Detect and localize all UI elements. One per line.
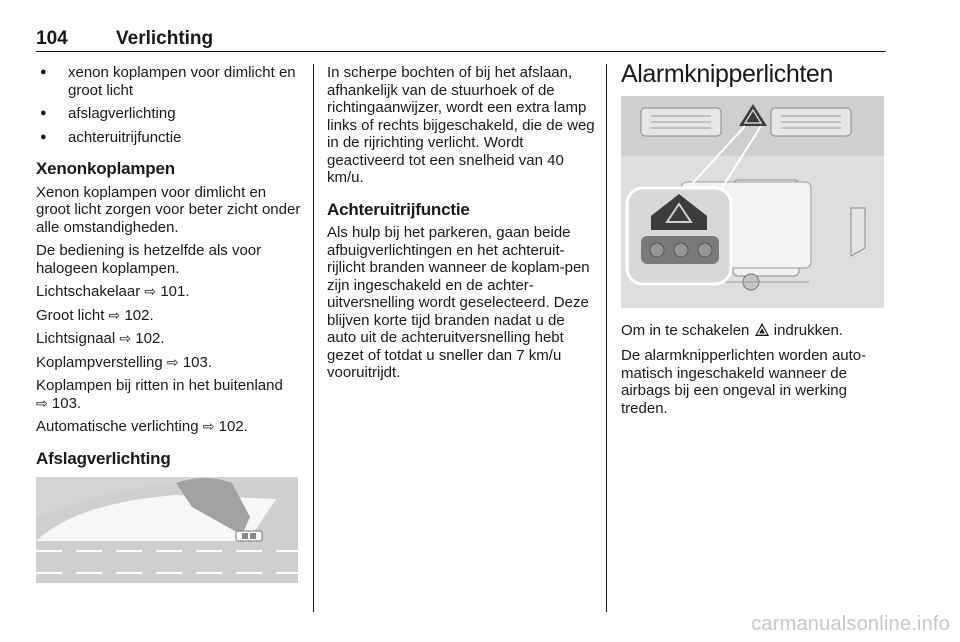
watermark: carmanualsonline.info [751,613,950,635]
column-middle [327,64,595,388]
reference-text: Koplampen bij ritten in het buitenland [36,377,283,394]
instruction-text: indrukken. [773,321,843,339]
arrow-icon: ⇨ [119,330,132,346]
reference-page: 101. [160,283,190,300]
cross-reference[interactable] [36,354,301,372]
list-item: ● achteruitrijfunctie [36,129,301,147]
feature-list [36,64,301,146]
column-divider-left [313,64,314,612]
reference-page: 102. [135,330,165,347]
cornering-light-illustration [36,477,298,583]
column-left [36,64,301,583]
paragraph [621,322,886,342]
page-header [36,28,886,52]
reference-text: Lichtschakelaar [36,283,141,300]
hazard-switch-illustration [621,96,884,308]
reference-text: Groot licht [36,306,105,324]
reference-page: 102. [124,306,154,324]
heading-achteruit: Achteruitrijfunctie [327,199,470,219]
cross-reference[interactable] [36,283,301,301]
column-divider-right [606,64,607,612]
reference-page: 103. [51,394,82,412]
heading-afslag: Afslagverlichting [36,448,171,468]
paragraph: De alarmknipperlichten worden auto-matisch ingeschakeld wanneer de airbags bij een ongeval in werking treden. [621,347,867,417]
page-number: 104 [36,28,68,49]
section-heading: Alarmknipperlichten [621,60,833,88]
reference-text: Automatische verlichting [36,418,199,435]
running-title: Verlichting [116,28,214,49]
paragraph: Als hulp bij het parkeren, gaan beide afbuigverlichtingen en het achteruit-rijlicht branden wanneer de koplam-pen zijn ingeschakeld en de achter-uitversnelling wordt geselecteerd. Deze blijven korte tijd branden nadat u de auto uit de achteruitversnelling hebt gezet of totdat u sneller dan 7 km/u vooruitrijdt. [327,224,590,381]
reference-text: Koplampverstelling [36,353,163,371]
heading-xenon: Xenonkoplampen [36,159,175,178]
cornering-light-drawing [36,477,298,583]
paragraph: Xenon koplampen voor dimlicht en groot licht zorgen voor beter zicht onder alle omstandigheden. [36,183,301,236]
arrow-icon: ⇨ [166,353,179,370]
column-right [621,60,886,423]
hazard-warning-icon [754,322,770,342]
arrow-icon: ⇨ [202,418,215,434]
reference-page: 102. [218,418,248,435]
reference-page: 103. [182,353,213,371]
arrow-icon: ⇨ [144,283,157,299]
arrow-icon: ⇨ [108,306,121,323]
paragraph: De bediening is hetzelfde als voor halogeen koplampen. [36,242,262,277]
arrow-icon: ⇨ [36,394,48,411]
reference-text: Lichtsignaal [36,330,116,347]
list-item: ● afslagverlichting [36,105,301,123]
list-item: ● xenon koplampen voor dimlicht en groot licht [36,64,301,99]
instruction-text: Om in te schakelen [621,321,750,339]
paragraph: In scherpe bochten of bij het afslaan, afhankelijk van de stuurhoek of de richtingaanwijzer, wordt een extra lamp links of rechts bijgeschakeld, die de weg in de rijrichting verlicht. Wordt geactiveerd tot een snelheid van 40 km/u. [327,64,595,186]
dashboard-drawing [621,96,884,308]
cross-reference[interactable] [36,330,301,348]
cross-reference[interactable] [36,418,301,436]
cross-reference[interactable] [36,307,301,325]
cross-reference[interactable] [36,377,301,412]
